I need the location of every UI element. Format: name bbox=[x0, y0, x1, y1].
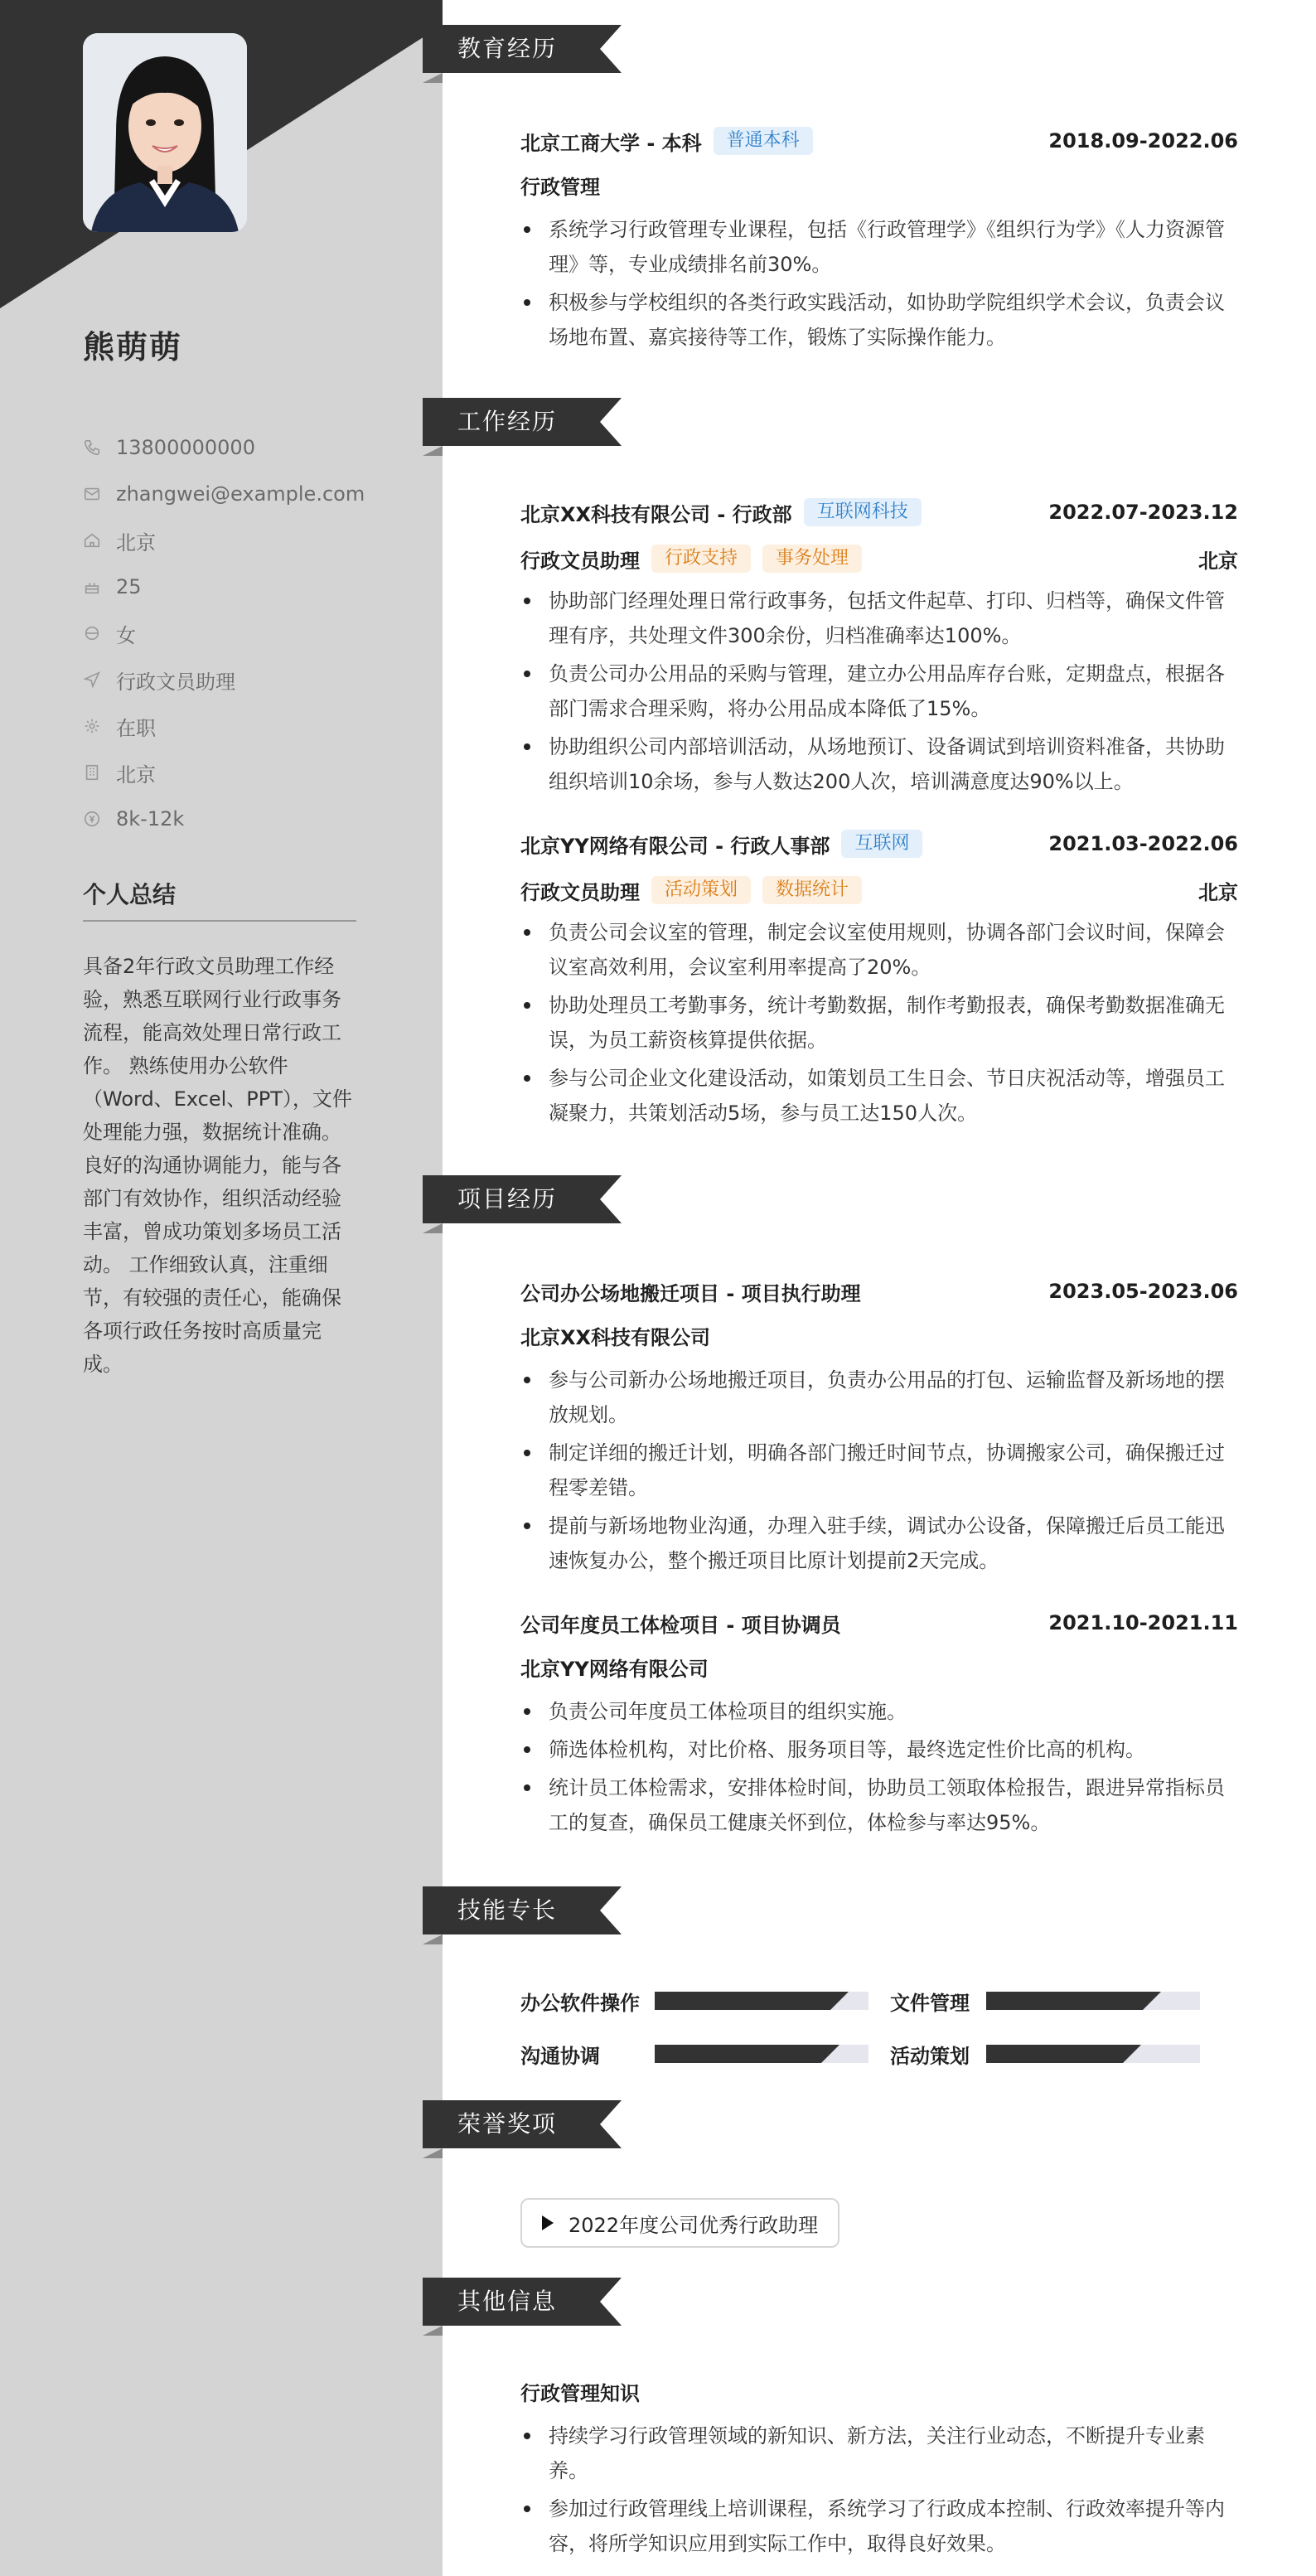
section-header-work bbox=[423, 398, 638, 464]
skill-bar bbox=[655, 1992, 868, 2010]
contact-gender-value: 女 bbox=[116, 623, 136, 647]
contact-age bbox=[83, 564, 365, 610]
list-item: 协助组织公司内部培训活动，从场地预订、设备调试到培训资料准备，共协助组织培训10余场，参与人数达200人次，培训满意度达90%以上。 bbox=[520, 729, 1238, 799]
contact-address-value: 北京 bbox=[116, 530, 156, 554]
list-item: 参加过行政管理线上培训课程，系统学习了行政成本控制、行政效率提升等内容，将所学知识应用到实际工作中，取得良好效果。 bbox=[520, 2491, 1238, 2561]
phone-icon bbox=[83, 438, 101, 457]
skill-item bbox=[520, 2037, 868, 2070]
education-major: 行政管理 bbox=[520, 176, 600, 199]
industry-tag: 互联网 bbox=[841, 830, 922, 858]
work-city: 北京 bbox=[1198, 880, 1238, 904]
contact-position-value: 行政文员助理 bbox=[116, 670, 235, 694]
project-entry-2 bbox=[520, 1606, 1238, 1843]
skill-item bbox=[520, 1984, 868, 2017]
contact-position bbox=[83, 656, 365, 703]
list-item: 负责公司会议室的管理，制定会议室使用规则，协调各部门会议时间，保障会议室高效利用，会议室利用率提高了20%。 bbox=[520, 915, 1238, 985]
award-name: 2022年度公司优秀行政助理 bbox=[568, 2213, 819, 2237]
work-entry-1 bbox=[520, 496, 1238, 802]
work-date: 2021.03-2022.06 bbox=[1048, 832, 1238, 855]
project-date: 2023.05-2023.06 bbox=[1048, 1280, 1238, 1303]
gear-icon bbox=[83, 717, 101, 735]
skill-name: 活动策划 bbox=[890, 2044, 970, 2068]
gender-icon bbox=[83, 624, 101, 642]
list-item: 负责公司办公用品的采购与管理，建立办公用品库存台账，定期盘点，根据各部门需求合理采购，将办公用品成本降低了15%。 bbox=[520, 656, 1238, 726]
work-city: 北京 bbox=[1198, 549, 1238, 573]
list-item: 系统学习行政管理专业课程，包括《行政管理学》《组织行为学》《人力资源管理》等，专业成绩排名前30%。 bbox=[520, 212, 1238, 282]
skill-bar bbox=[986, 1992, 1200, 2010]
section-header-skills bbox=[423, 1886, 638, 1953]
project-header-row bbox=[520, 1275, 1238, 1308]
section-title: 项目经历 bbox=[457, 1185, 558, 1213]
project-bullets bbox=[520, 1363, 1238, 1578]
project-entry-1 bbox=[520, 1275, 1238, 1581]
section-title: 工作经历 bbox=[457, 408, 558, 435]
degree-tag: 普通本科 bbox=[714, 127, 813, 155]
school-name: 北京工商大学 - 本科 bbox=[520, 131, 702, 155]
work-bullets bbox=[520, 915, 1238, 1131]
list-item: 参与公司新办公场地搬迁项目，负责办公用品的打包、运输监督及新场地的摆放规划。 bbox=[520, 1363, 1238, 1432]
contact-phone-value: 13800000000 bbox=[116, 436, 255, 459]
contact-salary-value: 8k-12k bbox=[116, 807, 185, 830]
project-title: 公司办公场地搬迁项目 - 项目执行助理 bbox=[520, 1281, 861, 1305]
skill-tag: 行政支持 bbox=[651, 545, 751, 573]
sidebar bbox=[0, 0, 443, 2576]
project-bullets bbox=[520, 1694, 1238, 1840]
skill-name: 办公软件操作 bbox=[520, 1991, 640, 2015]
company-name: 北京YY网络有限公司 - 行政人事部 bbox=[520, 834, 830, 858]
contact-age-value: 25 bbox=[116, 575, 142, 598]
skill-bar-fill bbox=[986, 1992, 1143, 2010]
list-item: 协助部门经理处理日常行政事务，包括文件起草、打印、归档等，确保文件管理有序，共处理文件300余份，归档准确率达100%。 bbox=[520, 583, 1238, 653]
skill-tag: 数据统计 bbox=[762, 876, 862, 904]
project-header-row bbox=[520, 1606, 1238, 1639]
skill-name: 沟通协调 bbox=[520, 2044, 600, 2068]
skill-bar-fill bbox=[655, 2045, 821, 2063]
money-icon bbox=[83, 810, 101, 828]
list-item: 统计员工体检需求，安排体检时间，协助员工领取体检报告，跟进异常指标员工的复查，确保员工健康关怀到位，体检参与率达95%。 bbox=[520, 1770, 1238, 1840]
education-header-row bbox=[520, 124, 1238, 157]
work-date: 2022.07-2023.12 bbox=[1048, 501, 1238, 524]
project-org: 北京XX科技有限公司 bbox=[520, 1326, 711, 1349]
work-header-row bbox=[520, 827, 1238, 860]
section-header-projects bbox=[423, 1175, 638, 1242]
contact-salary bbox=[83, 796, 365, 842]
send-icon bbox=[83, 671, 101, 689]
work-role-row bbox=[520, 874, 1238, 907]
company-name: 北京XX科技有限公司 - 行政部 bbox=[520, 502, 792, 526]
project-title: 公司年度员工体检项目 - 项目协调员 bbox=[520, 1613, 841, 1637]
project-org: 北京YY网络有限公司 bbox=[520, 1658, 709, 1681]
skill-item bbox=[890, 2037, 1200, 2070]
cake-icon bbox=[83, 578, 101, 596]
section-title: 其他信息 bbox=[457, 2288, 558, 2315]
other-bullets bbox=[520, 2419, 1238, 2561]
candidate-name: 熊萌萌 bbox=[83, 329, 183, 366]
work-role-row bbox=[520, 542, 1238, 575]
list-item: 提前与新场地物业沟通，办理入驻手续，调试办公设备，保障搬迁后员工能迅速恢复办公，整个搬迁项目比原计划提前2天完成。 bbox=[520, 1508, 1238, 1578]
section-title: 技能专长 bbox=[457, 1896, 558, 1924]
contact-list bbox=[83, 424, 365, 842]
building-icon bbox=[83, 763, 101, 782]
skill-bar bbox=[986, 2045, 1200, 2063]
summary-text: 具备2年行政文员助理工作经验，熟悉互联网行业行政事务流程，能高效处理日常行政工作。 熟练使用办公软件（Word、Excel、PPT），文件处理能力强，数据统计准确。 良好的沟通协调能力，能与各部门有效协作，组织活动经验丰富，曾成功策划多场员工活动。 工作细致认真，注重细节，有较强的责任心，能确保各项行政任务按时高质量完成。 bbox=[83, 955, 352, 1376]
list-item: 筛选体检机构，对比价格、服务项目等，最终选定性价比高的机构。 bbox=[520, 1732, 1238, 1767]
contact-status-value: 在职 bbox=[116, 716, 156, 740]
play-triangle-icon bbox=[542, 2215, 554, 2230]
contact-email bbox=[83, 471, 365, 517]
skill-bar-fill bbox=[986, 2045, 1123, 2063]
section-header-awards bbox=[423, 2100, 638, 2167]
section-title: 教育经历 bbox=[457, 35, 558, 62]
list-item: 协助处理员工考勤事务，统计考勤数据，制作考勤报表，确保考勤数据准确无误，为员工薪资核算提供依据。 bbox=[520, 988, 1238, 1058]
education-entry bbox=[520, 124, 1238, 358]
work-entry-2 bbox=[520, 827, 1238, 1134]
main-content bbox=[443, 0, 1316, 2576]
other-entry bbox=[520, 2377, 1238, 2564]
list-item: 积极参与学校组织的各类行政实践活动，如协助学院组织学术会议，负责会议场地布置、嘉宾接待等工作，锻炼了实际操作能力。 bbox=[520, 285, 1238, 355]
skill-name: 文件管理 bbox=[890, 1991, 970, 2015]
job-role: 行政文员助理 bbox=[520, 880, 640, 904]
award-item bbox=[520, 2198, 839, 2248]
work-header-row bbox=[520, 496, 1238, 529]
contact-status bbox=[83, 703, 365, 749]
avatar bbox=[83, 33, 247, 232]
work-bullets bbox=[520, 583, 1238, 799]
mail-icon bbox=[83, 485, 101, 503]
other-title: 行政管理知识 bbox=[520, 2382, 640, 2405]
contact-city-value: 北京 bbox=[116, 763, 156, 787]
section-title: 荣誉奖项 bbox=[457, 2110, 558, 2138]
skill-bar-fill bbox=[655, 1992, 830, 2010]
project-date: 2021.10-2021.11 bbox=[1048, 1611, 1238, 1634]
list-item: 负责公司年度员工体检项目的组织实施。 bbox=[520, 1694, 1238, 1729]
list-item: 参与公司企业文化建设活动，如策划员工生日会、节日庆祝活动等，增强员工凝聚力，共策划活动5场，参与员工达150人次。 bbox=[520, 1061, 1238, 1131]
section-header-other bbox=[423, 2278, 638, 2344]
list-item: 制定详细的搬迁计划，明确各部门搬迁时间节点，协调搬家公司，确保搬迁过程零差错。 bbox=[520, 1436, 1238, 1505]
education-date: 2018.09-2022.06 bbox=[1048, 129, 1238, 153]
job-role: 行政文员助理 bbox=[520, 549, 640, 573]
contact-city bbox=[83, 749, 365, 796]
contact-phone bbox=[83, 424, 365, 471]
industry-tag: 互联网科技 bbox=[804, 498, 922, 526]
contact-gender bbox=[83, 610, 365, 656]
skill-bar bbox=[655, 2045, 868, 2063]
avatar-portrait-icon bbox=[83, 33, 247, 232]
education-bullets bbox=[520, 212, 1238, 355]
skill-item bbox=[890, 1984, 1200, 2017]
contact-address bbox=[83, 517, 365, 564]
home-icon bbox=[83, 531, 101, 550]
skill-tag: 活动策划 bbox=[651, 876, 751, 904]
section-header-education bbox=[423, 25, 638, 91]
list-item: 持续学习行政管理领域的新知识、新方法，关注行业动态，不断提升专业素养。 bbox=[520, 2419, 1238, 2488]
summary-title: 个人总结 bbox=[83, 881, 177, 908]
summary-divider bbox=[83, 920, 356, 922]
contact-email-value: zhangwei@example.com bbox=[116, 482, 365, 506]
skill-tag: 事务处理 bbox=[762, 545, 862, 573]
